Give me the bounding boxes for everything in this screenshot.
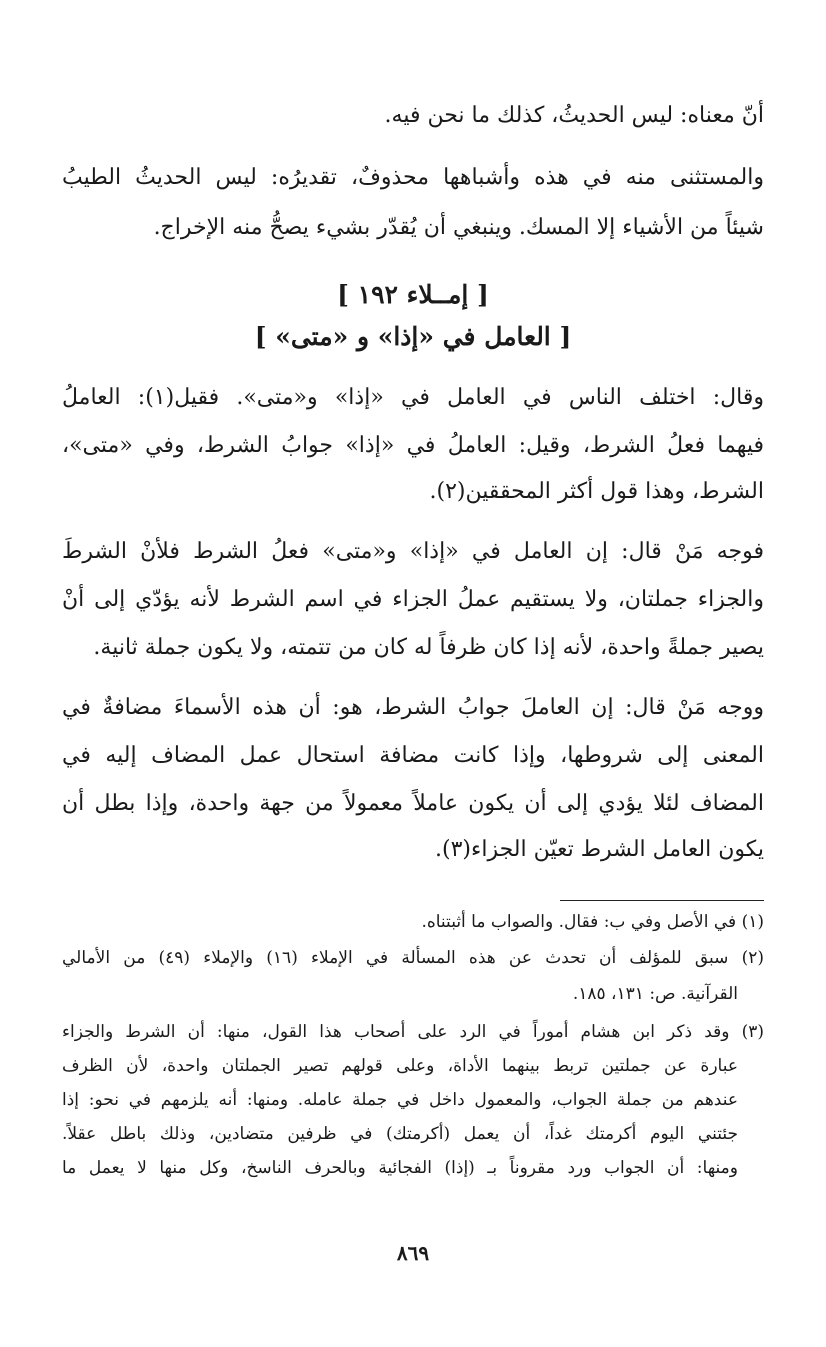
- body-line: فيهما فعلُ الشرط، وقيل: العاملُ في «إذا» جوابُ الشرط، وفي «متى»،: [62, 433, 764, 458]
- section-title-heading: [ العامل في «إذا» و «متى» ]: [254, 322, 572, 351]
- footnote-line: (١) في الأصل وفي ب: فقال. والصواب ما أثبتناه.: [421, 912, 764, 932]
- body-line: فوجه مَنْ قال: إن العامل في «إذا» و«متى» فعلُ الشرط فلأنْ الشرطَ: [62, 539, 764, 564]
- footnote-line: (٢) سبق للمؤلف أن تحدث عن هذه المسألة في الإملاء (١٦) والإملاء (٤٩) من الأمالي: [62, 948, 764, 968]
- footnote-divider: [560, 900, 764, 901]
- body-line: أنّ معناه: ليس الحديثُ، كذلك ما نحن فيه.: [384, 103, 764, 128]
- body-line: ووجه مَنْ قال: إن العاملَ جوابُ الشرط، هو: أن هذه الأسماءَ مضافةٌ في: [62, 695, 764, 720]
- footnote-line: عندهم من جملة الجواب، والمعمول داخل في جملة عامله. ومنها: أنه يلزمهم في نحو: إذا: [62, 1090, 738, 1110]
- footnote-line: القرآنية. ص: ١٣١، ١٨٥.: [572, 984, 738, 1004]
- footnote-line: ومنها: أن الجواب ورد مقروناً بـ (إذا) الفجائية وبالحرف الناسخ، وكل منها لا يعمل ما: [62, 1158, 738, 1178]
- body-line: شيئاً من الأشياء إلا المسك. وينبغي أن يُقدّر بشيء يصحُّ منه الإخراج.: [153, 215, 764, 240]
- body-line: المضاف لئلا يؤدي إلى أن يكون عاملاً معمولاً من جهة واحدة، وإذا بطل أن: [62, 791, 764, 816]
- body-line: يكون العامل الشرط تعيّن الجزاء(٣).: [435, 837, 764, 862]
- page-number: ٨٦٩: [396, 1241, 430, 1265]
- footnote-line: جئتني اليوم أكرمتك غداً، أن يعمل (أكرمتك) في ظرفين متضادين، وذلك باطل عقلاً.: [62, 1124, 738, 1144]
- body-line: والجزاء جملتان، ولا يستقيم عملُ الجزاء في اسم الشرط لأنه يؤدّي إلى أنْ: [62, 587, 764, 612]
- section-number-heading: [ إمــلاء ١٩٢ ]: [337, 280, 489, 309]
- body-line: وقال: اختلف الناس في العامل في «إذا» و«متى». فقيل(١): العاملُ: [62, 385, 764, 410]
- body-line: والمستثنى منه في هذه وأشباهها محذوفٌ، تقديرُه: ليس الحديثُ الطيبُ: [62, 165, 764, 190]
- footnote-line: عبارة عن جملتين تربط بينهما الأداة، وعلى قولهم تصير الجملتان واحدة، لأن الظرف: [62, 1056, 738, 1076]
- footnote-line: (٣) وقد ذكر ابن هشام أموراً في الرد على أصحاب هذا القول، منها: أن الشرط والجزاء: [62, 1022, 764, 1042]
- body-line: الشرط، وهذا قول أكثر المحققين(٢).: [429, 479, 764, 504]
- body-line: المعنى إلى شروطها، وإذا كانت مضافة استحال عمل المضاف إليه في: [62, 743, 764, 768]
- body-line: يصير جملةً واحدة، لأنه إذا كان ظرفاً له كان من تتمته، ولا يكون جملة ثانية.: [93, 635, 764, 660]
